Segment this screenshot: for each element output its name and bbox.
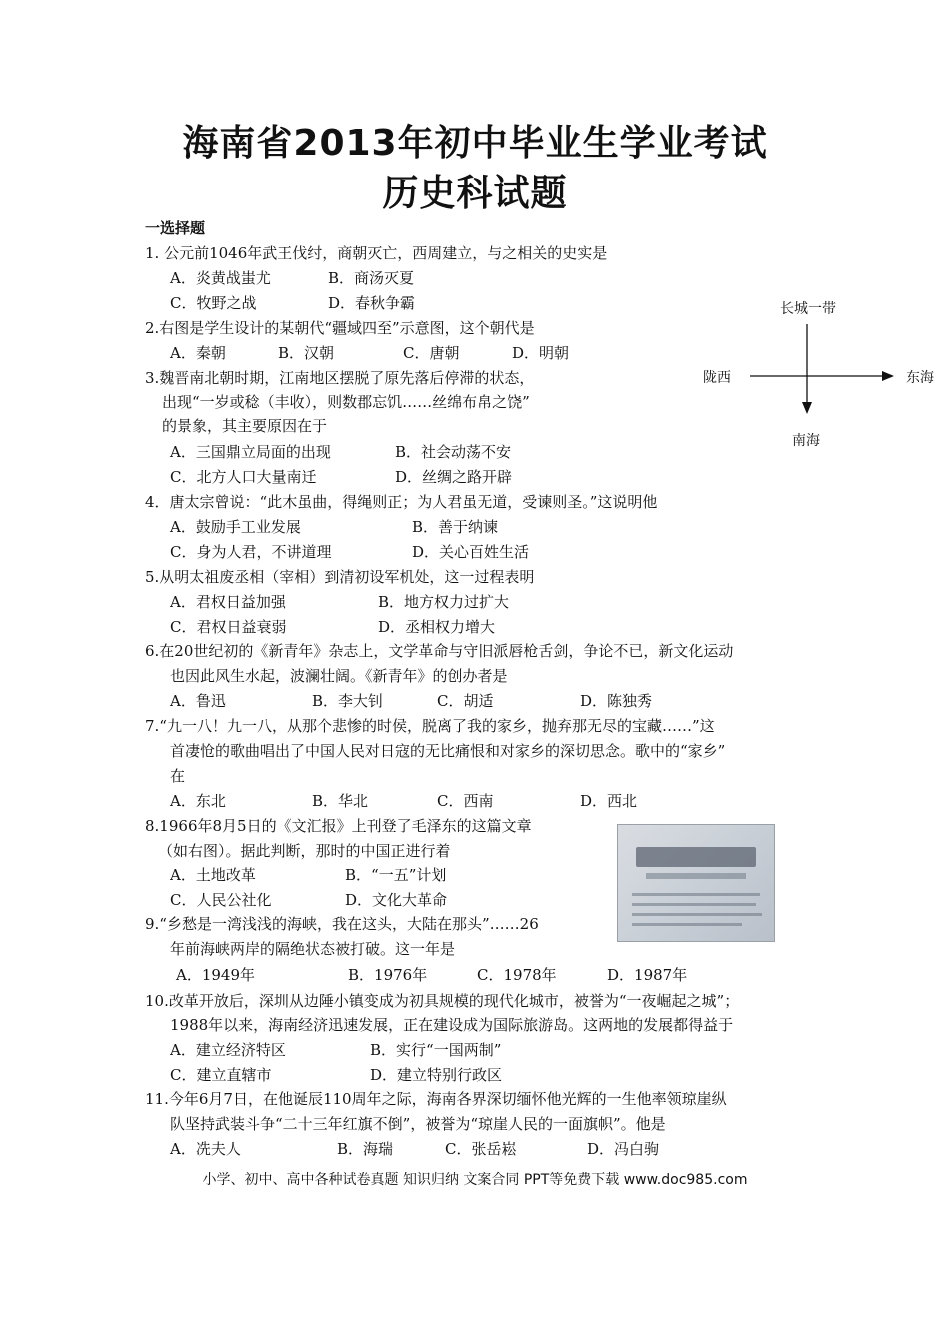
page-footer: 小学、初中、高中各种试卷真题 知识归纳 文案合同 PPT等免费下载 www.doc985.com (202, 1172, 748, 1188)
answer-option: D．冯白驹 (587, 1140, 660, 1158)
answer-option: C．唐朝 (403, 344, 460, 362)
answer-option: B．商汤灭夏 (328, 269, 415, 287)
diagram-north-label: 长城一带 (780, 301, 836, 317)
answer-option: A．君权日益加强 (170, 593, 286, 611)
photo-text-line (632, 903, 756, 906)
question-line: 首凄怆的歌曲唱出了中国人民对日寇的无比痛恨和对家乡的深切思念。歌中的“家乡” (170, 742, 726, 760)
question-line: 9.“乡愁是一湾浅浅的海峡，我在这头，大陆在那头”……26 (145, 915, 539, 933)
question-line: 8.1966年8月5日的《文汇报》上刊登了毛泽东的这篇文章 (145, 817, 532, 835)
answer-option: A．鲁迅 (170, 692, 226, 710)
east-arrowhead (882, 371, 894, 381)
photo-text-line (632, 913, 762, 916)
answer-option: B．实行“一国两制” (370, 1041, 502, 1059)
answer-option: C．北方人口大量南迁 (170, 468, 317, 486)
question-line: 10.改革开放后，深圳从边陲小镇变成为初具规模的现代化城市，被誉为“一夜崛起之城”； (145, 992, 740, 1010)
answer-option: A．土地改革 (170, 866, 256, 884)
answer-option: B．1976年 (348, 966, 428, 984)
answer-option: A．三国鼎立局面的出现 (170, 443, 331, 461)
diagram-east-label: 东海 (906, 370, 934, 386)
answer-option: C．张岳崧 (445, 1140, 517, 1158)
exam-subtitle: 历史科试题 (382, 173, 568, 214)
answer-option: B．李大钊 (312, 692, 384, 710)
answer-option: C．西南 (437, 792, 494, 810)
territory-diagram (700, 296, 945, 456)
answer-option: C．牧野之战 (170, 294, 257, 312)
photo-text-line (632, 893, 760, 896)
question-line: 年前海峡两岸的隔绝状态被打破。这一年是 (170, 940, 456, 958)
answer-option: B．社会动荡不安 (395, 443, 512, 461)
answer-option: B．华北 (312, 792, 369, 810)
question-line: 在 (170, 767, 186, 785)
question-line: 出现“一岁或稔（丰收），则数郡忘饥……丝绵布帛之饶” (162, 393, 530, 411)
answer-option: B．善于纳谏 (412, 518, 499, 536)
answer-option: C．胡适 (437, 692, 494, 710)
answer-option: D．丝绸之路开辟 (395, 468, 513, 486)
photo-text-line (632, 923, 742, 926)
question-line: 5.从明太祖废丞相（宰相）到清初设军机处，这一过程表明 (145, 568, 535, 586)
answer-option: A．冼夫人 (170, 1140, 241, 1158)
question-line: 1. 公元前1046年武王伐纣，商朝灭亡，西周建立，与之相关的史实是 (145, 244, 608, 262)
answer-option: D．春秋争霸 (328, 294, 416, 312)
section-heading: 一选择题 (145, 219, 206, 237)
diagram-west-label: 陇西 (703, 370, 731, 386)
question-line: 11.今年6月7日，在他诞辰110周年之际，海南各界深切缅怀他光辉的一生他率领琼崖纵 (145, 1090, 727, 1108)
question-line: 2.右图是学生设计的某朝代“疆域四至”示意图，这个朝代是 (145, 319, 535, 337)
question-line: 6.在20世纪初的《新青年》杂志上，文学革命与守旧派唇枪舌剑，争论不已，新文化运动 (145, 642, 734, 660)
answer-option: A．秦朝 (170, 344, 226, 362)
exam-title: 海南省2013年初中毕业生学业考试 (182, 123, 768, 164)
answer-option: D．文化大革命 (345, 891, 448, 909)
answer-option: C．建立直辖市 (170, 1066, 272, 1084)
answer-option: D．关心百姓生活 (412, 543, 530, 561)
question-line: （如右图）。据此判断，那时的中国正进行着 (158, 842, 451, 860)
answer-option: B．“一五”计划 (345, 866, 447, 884)
diagram-south-label: 南海 (792, 433, 820, 449)
answer-option: A．东北 (170, 792, 226, 810)
answer-option: A．建立经济特区 (170, 1041, 286, 1059)
newspaper-article-photo (617, 824, 775, 942)
answer-option: A．炎黄战蚩尤 (170, 269, 271, 287)
question-line: 4．唐太宗曾说：“此木虽曲，得绳则正；为人君虽无道，受谏则圣。”这说明他 (145, 493, 658, 511)
question-line: 的景象，其主要原因在于 (162, 417, 328, 435)
answer-option: A．1949年 (176, 966, 256, 984)
answer-option: B．汉朝 (278, 344, 335, 362)
photo-headline-block (636, 847, 756, 867)
answer-option: C．1978年 (477, 966, 557, 984)
answer-option: D．丞相权力增大 (378, 618, 496, 636)
question-line: 7.“九一八！九一八，从那个悲惨的时侯，脱离了我的家乡，抛弃那无尽的宝藏……”这 (145, 717, 715, 735)
photo-subheadline-block (646, 873, 746, 879)
answer-option: D．明朝 (512, 344, 570, 362)
answer-option: C．君权日益衰弱 (170, 618, 287, 636)
answer-option: D．西北 (580, 792, 638, 810)
answer-option: B．地方权力过扩大 (378, 593, 510, 611)
answer-option: B．海瑞 (337, 1140, 394, 1158)
answer-option: C．身为人君，不讲道理 (170, 543, 332, 561)
answer-option: D．建立特别行政区 (370, 1066, 503, 1084)
question-line: 也因此风生水起，波澜壮阔。《新青年》的创办者是 (170, 667, 508, 685)
answer-option: D．1987年 (607, 966, 688, 984)
answer-option: C．人民公社化 (170, 891, 272, 909)
answer-option: A．鼓励手工业发展 (170, 518, 301, 536)
question-line: 队坚持武装斗争“二十三年红旗不倒”，被誉为“琼崖人民的一面旗帜”。他是 (170, 1115, 666, 1133)
south-arrowhead (802, 402, 812, 414)
question-line: 3.魏晋南北朝时期，江南地区摆脱了原先落后停滞的状态， (145, 369, 535, 387)
answer-option: D．陈独秀 (580, 692, 653, 710)
question-line: 1988年以来，海南经济迅速发展，正在建设成为国际旅游岛。这两地的发展都得益于 (170, 1016, 734, 1034)
